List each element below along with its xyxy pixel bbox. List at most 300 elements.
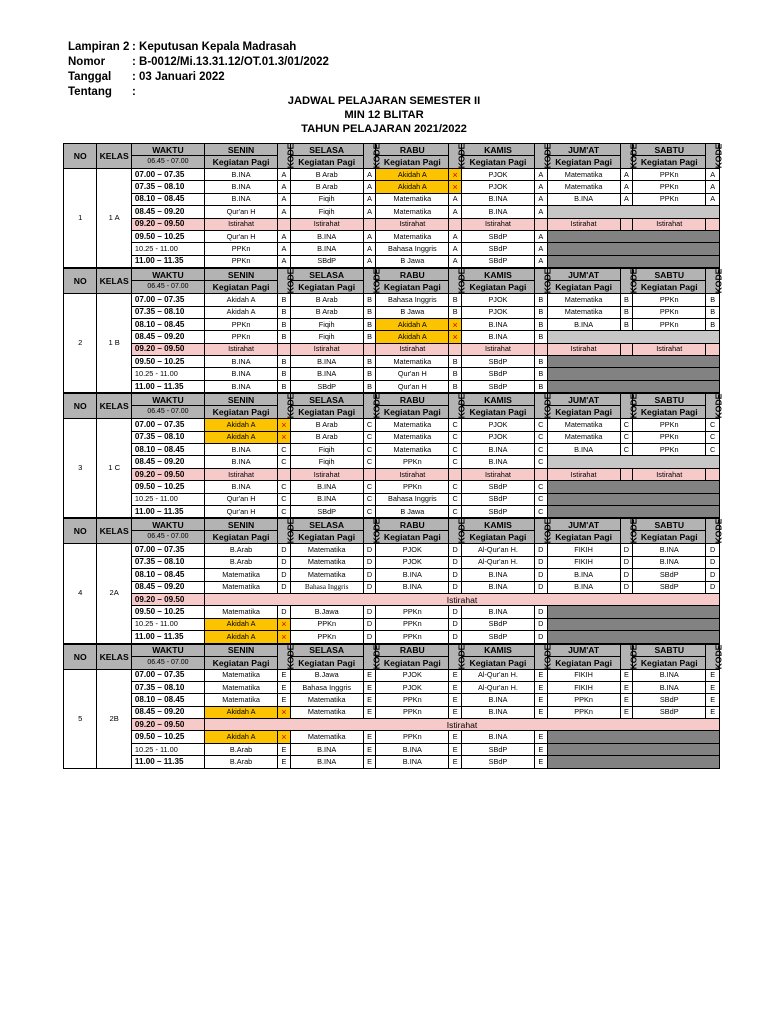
subject-cell-kamis: SBdP bbox=[461, 631, 534, 643]
kode-header-kamis bbox=[535, 143, 553, 169]
subject-cell-jumat: FIKIH bbox=[547, 681, 620, 693]
subject-cell-jumat: Matematika bbox=[547, 431, 620, 443]
subject-cell-senin: Istirahat bbox=[205, 343, 278, 355]
kelas-header: KELAS bbox=[97, 144, 131, 169]
kode-header-label: KODE bbox=[456, 644, 467, 669]
kode-header-label: KODE bbox=[285, 518, 296, 544]
subject-cell-kamis: B.INA bbox=[461, 444, 534, 456]
empty-slot bbox=[547, 618, 719, 630]
kode-header-jumat bbox=[620, 518, 639, 544]
kode-cell-senin: E bbox=[278, 694, 291, 706]
day-header-sabtu: SABTU bbox=[633, 519, 706, 531]
empty-slot bbox=[547, 255, 719, 267]
kode-cell-kamis: A bbox=[535, 206, 548, 218]
kode-header-label: KODE bbox=[371, 393, 382, 419]
empty-slot bbox=[547, 505, 719, 517]
subject-cell-senin: Akidah A bbox=[205, 306, 278, 318]
subject-cell-jumat: B.INA bbox=[547, 581, 620, 593]
empty-slot bbox=[547, 743, 719, 755]
kegiatan-pagi-kamis: Kegiatan Pagi bbox=[461, 531, 534, 544]
subject-cell-sabtu: PPKn bbox=[633, 169, 706, 181]
subject-cell-kamis: PJOK bbox=[461, 431, 534, 443]
kode-cell-rabu: C bbox=[449, 493, 462, 505]
class-number: 1 bbox=[64, 169, 97, 268]
kode-cell-senin: × bbox=[278, 631, 291, 643]
table-row bbox=[64, 380, 720, 392]
subject-cell-sabtu: PPKn bbox=[633, 193, 706, 205]
kode-cell-kamis: A bbox=[535, 193, 548, 205]
subject-cell-senin: Qur'an H bbox=[205, 505, 278, 517]
kode-cell-sabtu: E bbox=[706, 681, 720, 693]
class-name: 1 A bbox=[97, 169, 131, 268]
subject-cell-sabtu: PPKn bbox=[633, 419, 706, 431]
kode-cell-sabtu: D bbox=[706, 556, 720, 568]
kode-cell-jumat: B bbox=[620, 306, 633, 318]
day-header-senin: SENIN bbox=[205, 394, 278, 406]
header-row-tanggal: Tanggal : 03 Januari 2022 bbox=[68, 71, 225, 83]
subject-cell-selasa: Fiqih bbox=[290, 444, 363, 456]
kode-cell-rabu: A bbox=[449, 230, 462, 242]
kode-cell-senin bbox=[278, 343, 291, 355]
subject-cell-jumat: FIKIH bbox=[547, 544, 620, 556]
day-header-sabtu: SABTU bbox=[633, 144, 706, 156]
subject-cell-senin: Matematika bbox=[205, 681, 278, 693]
time-slot: 11.00 – 11.35 bbox=[131, 505, 204, 517]
kode-header-label: KODE bbox=[285, 268, 296, 294]
time-slot: 10.25 - 11.00 bbox=[131, 493, 204, 505]
subject-cell-rabu: Istirahat bbox=[376, 218, 449, 230]
kode-cell-kamis: A bbox=[535, 169, 548, 181]
kode-cell-senin: A bbox=[278, 230, 291, 242]
subject-cell-senin: Matematika bbox=[205, 694, 278, 706]
subject-cell-selasa: B.INA bbox=[290, 230, 363, 242]
subject-cell-rabu: Matematika bbox=[376, 356, 449, 368]
time-slot: 07.00 – 07.35 bbox=[131, 669, 204, 681]
kode-cell-selasa bbox=[363, 218, 376, 230]
class-name: 2B bbox=[97, 669, 131, 768]
kode-cell-selasa: D bbox=[363, 556, 376, 568]
kode-header-label: KODE bbox=[285, 644, 296, 669]
kode-cell-rabu: C bbox=[449, 505, 462, 517]
waktu-header: WAKTU bbox=[131, 644, 204, 656]
table-row bbox=[64, 294, 720, 306]
subject-cell-rabu: PPKn bbox=[376, 481, 449, 493]
subject-cell-rabu: PJOK bbox=[376, 544, 449, 556]
kode-cell-senin: B bbox=[278, 380, 291, 392]
no-header: NO bbox=[64, 144, 97, 169]
kode-cell-selasa: C bbox=[363, 481, 376, 493]
table-row bbox=[64, 218, 720, 230]
no-header: NO bbox=[64, 644, 97, 669]
subject-cell-sabtu: B.INA bbox=[633, 681, 706, 693]
kode-header-senin bbox=[278, 143, 296, 169]
kode-cell-rabu: E bbox=[449, 756, 462, 768]
table-row bbox=[64, 181, 720, 193]
schedule-table-class-3 bbox=[63, 393, 724, 518]
subject-cell-senin: B.INA bbox=[205, 380, 278, 392]
subject-cell-kamis: B.INA bbox=[461, 456, 534, 468]
subject-cell-kamis: Al-Qur'an H. bbox=[461, 669, 534, 681]
kode-header-label: KODE bbox=[285, 393, 296, 419]
kode-cell-rabu: D bbox=[449, 631, 462, 643]
kode-cell-selasa: D bbox=[363, 618, 376, 630]
table-row bbox=[64, 669, 720, 681]
subject-cell-rabu: B.INA bbox=[376, 756, 449, 768]
table-row bbox=[64, 431, 720, 443]
subject-cell-kamis: Istirahat bbox=[461, 468, 534, 480]
kode-header-label: KODE bbox=[371, 518, 382, 544]
waktu-header: WAKTU bbox=[131, 519, 204, 531]
kode-header-label: KODE bbox=[542, 644, 553, 669]
time-slot: 11.00 – 11.35 bbox=[131, 255, 204, 267]
kode-cell-kamis: A bbox=[535, 255, 548, 267]
kode-header-jumat bbox=[620, 143, 639, 169]
kode-header-selasa bbox=[363, 268, 382, 294]
day-header-selasa: SELASA bbox=[290, 644, 363, 656]
kode-cell-rabu: B bbox=[449, 356, 462, 368]
kode-cell-selasa: A bbox=[363, 243, 376, 255]
time-slot: 11.00 – 11.35 bbox=[131, 380, 204, 392]
empty-slot bbox=[547, 731, 719, 743]
header-row-nomor: Nomor : B-0012/Mi.13.31.12/OT.01.3/01/2022 bbox=[68, 56, 329, 68]
kode-cell-jumat: E bbox=[620, 669, 633, 681]
subject-cell-selasa: B.INA bbox=[290, 493, 363, 505]
kode-cell-senin: B bbox=[278, 331, 291, 343]
table-row bbox=[64, 169, 720, 181]
subject-cell-rabu: B Jawa bbox=[376, 255, 449, 267]
kode-cell-kamis: B bbox=[535, 294, 548, 306]
table-row bbox=[64, 468, 720, 480]
kegiatan-pagi-selasa: Kegiatan Pagi bbox=[290, 531, 363, 544]
time-slot: 08.10 – 08.45 bbox=[131, 444, 204, 456]
empty-slot bbox=[547, 606, 719, 618]
subject-cell-rabu: B Jawa bbox=[376, 306, 449, 318]
time-slot: 07.35 – 08.10 bbox=[131, 681, 204, 693]
kode-header-sabtu bbox=[706, 143, 724, 169]
subject-cell-senin: B.INA bbox=[205, 456, 278, 468]
time-slot: 09.50 – 10.25 bbox=[131, 230, 204, 242]
empty-slot bbox=[547, 331, 719, 343]
subject-cell-rabu: Bahasa Inggris bbox=[376, 294, 449, 306]
title-jadwal: JADWAL PELAJARAN SEMESTER II bbox=[287, 95, 481, 107]
kode-cell-selasa: E bbox=[363, 731, 376, 743]
kode-cell-senin: × bbox=[278, 419, 291, 431]
kelas-header: KELAS bbox=[97, 269, 131, 294]
subject-cell-rabu: B.INA bbox=[376, 581, 449, 593]
day-header-kamis: KAMIS bbox=[461, 144, 534, 156]
time-slot: 07.00 – 07.35 bbox=[131, 544, 204, 556]
kode-cell-kamis: C bbox=[535, 456, 548, 468]
table-row bbox=[64, 343, 720, 355]
kode-cell-senin: C bbox=[278, 505, 291, 517]
subject-cell-rabu: PJOK bbox=[376, 681, 449, 693]
kode-cell-senin: × bbox=[278, 431, 291, 443]
kode-cell-kamis: B bbox=[535, 306, 548, 318]
kode-cell-selasa: B bbox=[363, 380, 376, 392]
kode-cell-senin: E bbox=[278, 743, 291, 755]
kode-header-label: KODE bbox=[371, 143, 382, 169]
header-row-days bbox=[64, 269, 720, 281]
kode-header-kamis bbox=[535, 393, 553, 419]
subject-cell-jumat: Istirahat bbox=[547, 468, 620, 480]
empty-slot bbox=[547, 493, 719, 505]
day-header-rabu: RABU bbox=[376, 394, 449, 406]
kode-header-label: KODE bbox=[456, 143, 467, 169]
subject-cell-kamis: SBdP bbox=[461, 380, 534, 392]
subject-cell-rabu: PPKn bbox=[376, 631, 449, 643]
kode-cell-kamis: C bbox=[535, 505, 548, 517]
kode-cell-jumat: A bbox=[620, 169, 633, 181]
kegiatan-pagi-kamis: Kegiatan Pagi bbox=[461, 156, 534, 169]
kegiatan-pagi-rabu: Kegiatan Pagi bbox=[376, 406, 449, 419]
day-header-kamis: KAMIS bbox=[461, 644, 534, 656]
kode-cell-rabu: × bbox=[449, 331, 462, 343]
kode-cell-sabtu: A bbox=[706, 181, 720, 193]
kode-cell-jumat: B bbox=[620, 294, 633, 306]
kode-cell-jumat bbox=[620, 218, 633, 230]
subject-cell-senin: B.INA bbox=[205, 193, 278, 205]
subject-cell-rabu: Akidah A bbox=[376, 331, 449, 343]
subject-cell-kamis: PJOK bbox=[461, 306, 534, 318]
subject-cell-selasa: Matematika bbox=[290, 569, 363, 581]
kode-cell-kamis bbox=[535, 343, 548, 355]
document-titles bbox=[0, 94, 768, 136]
kelas-header: KELAS bbox=[97, 519, 131, 544]
subject-cell-selasa: Matematika bbox=[290, 731, 363, 743]
time-slot: 08.10 – 08.45 bbox=[131, 569, 204, 581]
kegiatan-pagi-senin: Kegiatan Pagi bbox=[205, 531, 278, 544]
subject-cell-selasa: B.INA bbox=[290, 756, 363, 768]
kode-cell-jumat: D bbox=[620, 544, 633, 556]
kode-cell-selasa: E bbox=[363, 669, 376, 681]
kode-cell-jumat bbox=[620, 343, 633, 355]
kode-header-label: KODE bbox=[713, 268, 724, 294]
subject-cell-senin: B.INA bbox=[205, 481, 278, 493]
kode-cell-kamis: E bbox=[535, 706, 548, 718]
kode-cell-senin: B bbox=[278, 356, 291, 368]
table-row bbox=[64, 631, 720, 643]
subject-cell-selasa: B.Jawa bbox=[290, 606, 363, 618]
subject-cell-senin: Matematika bbox=[205, 606, 278, 618]
subject-cell-rabu: Istirahat bbox=[376, 468, 449, 480]
schedule-table-class-4 bbox=[63, 518, 724, 643]
kegiatan-pagi-senin: Kegiatan Pagi bbox=[205, 656, 278, 669]
kode-cell-senin: B bbox=[278, 294, 291, 306]
subject-cell-senin: B.INA bbox=[205, 368, 278, 380]
kode-header-rabu bbox=[449, 518, 467, 544]
subject-cell-kamis: B.INA bbox=[461, 318, 534, 330]
subject-cell-kamis: B.INA bbox=[461, 569, 534, 581]
time-slot: 09.20 – 09.50 bbox=[131, 343, 204, 355]
kegiatan-pagi-selasa: Kegiatan Pagi bbox=[290, 281, 363, 294]
kode-cell-jumat: C bbox=[620, 419, 633, 431]
kode-cell-selasa: E bbox=[363, 694, 376, 706]
kode-cell-rabu: B bbox=[449, 380, 462, 392]
kegiatan-pagi-jumat: Kegiatan Pagi bbox=[547, 406, 620, 419]
kode-cell-selasa: D bbox=[363, 544, 376, 556]
empty-slot bbox=[547, 380, 719, 392]
subject-cell-senin: B.Arab bbox=[205, 756, 278, 768]
table-row bbox=[64, 206, 720, 218]
day-header-selasa: SELASA bbox=[290, 269, 363, 281]
subject-cell-kamis: PJOK bbox=[461, 169, 534, 181]
time-slot: 11.00 – 11.35 bbox=[131, 631, 204, 643]
day-header-jumat: JUM'AT bbox=[547, 519, 620, 531]
kode-cell-sabtu: D bbox=[706, 581, 720, 593]
header-row-days bbox=[64, 144, 720, 156]
kode-cell-selasa: D bbox=[363, 581, 376, 593]
kode-header-label: KODE bbox=[456, 518, 467, 544]
kode-header-label: KODE bbox=[371, 268, 382, 294]
subject-cell-senin: B.INA bbox=[205, 169, 278, 181]
no-header: NO bbox=[64, 519, 97, 544]
kode-cell-kamis: C bbox=[535, 444, 548, 456]
kegiatan-pagi-selasa: Kegiatan Pagi bbox=[290, 406, 363, 419]
kegiatan-pagi-rabu: Kegiatan Pagi bbox=[376, 281, 449, 294]
subject-cell-kamis: SBdP bbox=[461, 255, 534, 267]
subject-cell-selasa: B.INA bbox=[290, 481, 363, 493]
subject-cell-kamis: PJOK bbox=[461, 294, 534, 306]
document-header bbox=[68, 40, 329, 100]
subject-cell-selasa: Istirahat bbox=[290, 343, 363, 355]
kode-cell-selasa: A bbox=[363, 255, 376, 267]
class-name: 1 C bbox=[97, 419, 131, 518]
time-slot: 08.45 – 09.20 bbox=[131, 331, 204, 343]
kode-cell-selasa: C bbox=[363, 431, 376, 443]
kode-cell-sabtu bbox=[706, 218, 720, 230]
subject-cell-selasa: B.INA bbox=[290, 368, 363, 380]
kode-cell-rabu: E bbox=[449, 694, 462, 706]
subject-cell-selasa: B.INA bbox=[290, 743, 363, 755]
day-header-rabu: RABU bbox=[376, 269, 449, 281]
subject-cell-selasa: B Arab bbox=[290, 169, 363, 181]
kode-cell-jumat: E bbox=[620, 681, 633, 693]
subject-cell-selasa: Istirahat bbox=[290, 468, 363, 480]
subject-cell-jumat: Matematika bbox=[547, 181, 620, 193]
subject-cell-rabu: B Jawa bbox=[376, 505, 449, 517]
subject-cell-jumat: PPKn bbox=[547, 694, 620, 706]
kegiatan-pagi-sabtu: Kegiatan Pagi bbox=[633, 406, 706, 419]
subject-cell-senin: Akidah A bbox=[205, 631, 278, 643]
kode-cell-senin: B bbox=[278, 368, 291, 380]
waktu-header: WAKTU bbox=[131, 269, 204, 281]
subject-cell-selasa: Bahasa Inggris bbox=[290, 581, 363, 593]
day-header-jumat: JUM'AT bbox=[547, 644, 620, 656]
subject-cell-jumat: Matematika bbox=[547, 169, 620, 181]
kode-cell-rabu: C bbox=[449, 481, 462, 493]
time-slot: 09.50 – 10.25 bbox=[131, 481, 204, 493]
kode-cell-senin: A bbox=[278, 169, 291, 181]
kode-cell-kamis: D bbox=[535, 618, 548, 630]
kode-cell-senin: A bbox=[278, 193, 291, 205]
table-row bbox=[64, 756, 720, 768]
kode-header-sabtu bbox=[706, 268, 724, 294]
kode-cell-sabtu: C bbox=[706, 431, 720, 443]
kode-header-label: KODE bbox=[542, 268, 553, 294]
subject-cell-senin: PPKn bbox=[205, 318, 278, 330]
kode-cell-kamis: E bbox=[535, 669, 548, 681]
kegiatan-pagi-rabu: Kegiatan Pagi bbox=[376, 656, 449, 669]
kode-cell-kamis: A bbox=[535, 243, 548, 255]
subject-cell-senin: Istirahat bbox=[205, 468, 278, 480]
time-slot: 08.45 – 09.20 bbox=[131, 581, 204, 593]
kode-header-label: KODE bbox=[371, 644, 382, 669]
kode-cell-rabu bbox=[449, 343, 462, 355]
subject-cell-sabtu: B.INA bbox=[633, 669, 706, 681]
kode-cell-sabtu: B bbox=[706, 294, 720, 306]
kode-cell-sabtu: A bbox=[706, 193, 720, 205]
subject-cell-senin: B.Arab bbox=[205, 743, 278, 755]
time-slot: 09.50 – 10.25 bbox=[131, 356, 204, 368]
kode-header-label: KODE bbox=[456, 393, 467, 419]
kegiatan-pagi-jumat: Kegiatan Pagi bbox=[547, 656, 620, 669]
kode-cell-kamis bbox=[535, 218, 548, 230]
time-slot: 10.25 - 11.00 bbox=[131, 368, 204, 380]
kode-cell-rabu: E bbox=[449, 706, 462, 718]
kode-cell-rabu: D bbox=[449, 606, 462, 618]
table-row bbox=[64, 356, 720, 368]
subject-cell-jumat: Matematika bbox=[547, 294, 620, 306]
subject-cell-sabtu: SBdP bbox=[633, 569, 706, 581]
kode-header-sabtu bbox=[706, 644, 724, 669]
day-header-kamis: KAMIS bbox=[461, 394, 534, 406]
subject-cell-rabu: Qur'an H bbox=[376, 380, 449, 392]
time-slot: 09.20 – 09.50 bbox=[131, 468, 204, 480]
kode-cell-selasa: D bbox=[363, 631, 376, 643]
subject-cell-senin: Istirahat bbox=[205, 218, 278, 230]
subject-cell-rabu: Akidah A bbox=[376, 181, 449, 193]
subject-cell-jumat: FIKIH bbox=[547, 669, 620, 681]
subject-cell-selasa: B.Jawa bbox=[290, 669, 363, 681]
subject-cell-rabu: PPKn bbox=[376, 731, 449, 743]
table-row bbox=[64, 743, 720, 755]
kode-cell-rabu: C bbox=[449, 456, 462, 468]
subject-cell-rabu: PPKn bbox=[376, 618, 449, 630]
empty-slot bbox=[547, 481, 719, 493]
kode-cell-selasa: A bbox=[363, 169, 376, 181]
subject-cell-kamis: B.INA bbox=[461, 706, 534, 718]
table-row bbox=[64, 593, 720, 605]
time-slot: 09.20 – 09.50 bbox=[131, 593, 204, 605]
subject-cell-jumat: Istirahat bbox=[547, 343, 620, 355]
subject-cell-selasa: Fiqih bbox=[290, 206, 363, 218]
kode-cell-rabu: × bbox=[449, 169, 462, 181]
subject-cell-selasa: Bahasa Inggris bbox=[290, 681, 363, 693]
title-school: MIN 12 BLITAR bbox=[344, 109, 424, 121]
kode-cell-rabu: × bbox=[449, 181, 462, 193]
kode-header-senin bbox=[278, 518, 296, 544]
subject-cell-rabu: Matematika bbox=[376, 230, 449, 242]
kode-cell-jumat: B bbox=[620, 318, 633, 330]
kode-cell-sabtu: D bbox=[706, 544, 720, 556]
subject-cell-kamis: SBdP bbox=[461, 493, 534, 505]
kode-cell-senin: × bbox=[278, 706, 291, 718]
kode-cell-sabtu: C bbox=[706, 444, 720, 456]
kode-header-sabtu bbox=[706, 393, 724, 419]
empty-slot bbox=[547, 230, 719, 242]
subject-cell-selasa: Istirahat bbox=[290, 218, 363, 230]
kode-cell-kamis: A bbox=[535, 181, 548, 193]
schedule-tables bbox=[63, 143, 724, 769]
kode-header-label: KODE bbox=[713, 644, 724, 669]
kode-cell-rabu bbox=[449, 218, 462, 230]
time-slot: 08.45 – 09.20 bbox=[131, 456, 204, 468]
kegiatan-pagi-senin: Kegiatan Pagi bbox=[205, 406, 278, 419]
subject-cell-selasa: SBdP bbox=[290, 255, 363, 267]
day-header-selasa: SELASA bbox=[290, 144, 363, 156]
subject-cell-sabtu: Istirahat bbox=[633, 468, 706, 480]
kode-cell-selasa: E bbox=[363, 681, 376, 693]
